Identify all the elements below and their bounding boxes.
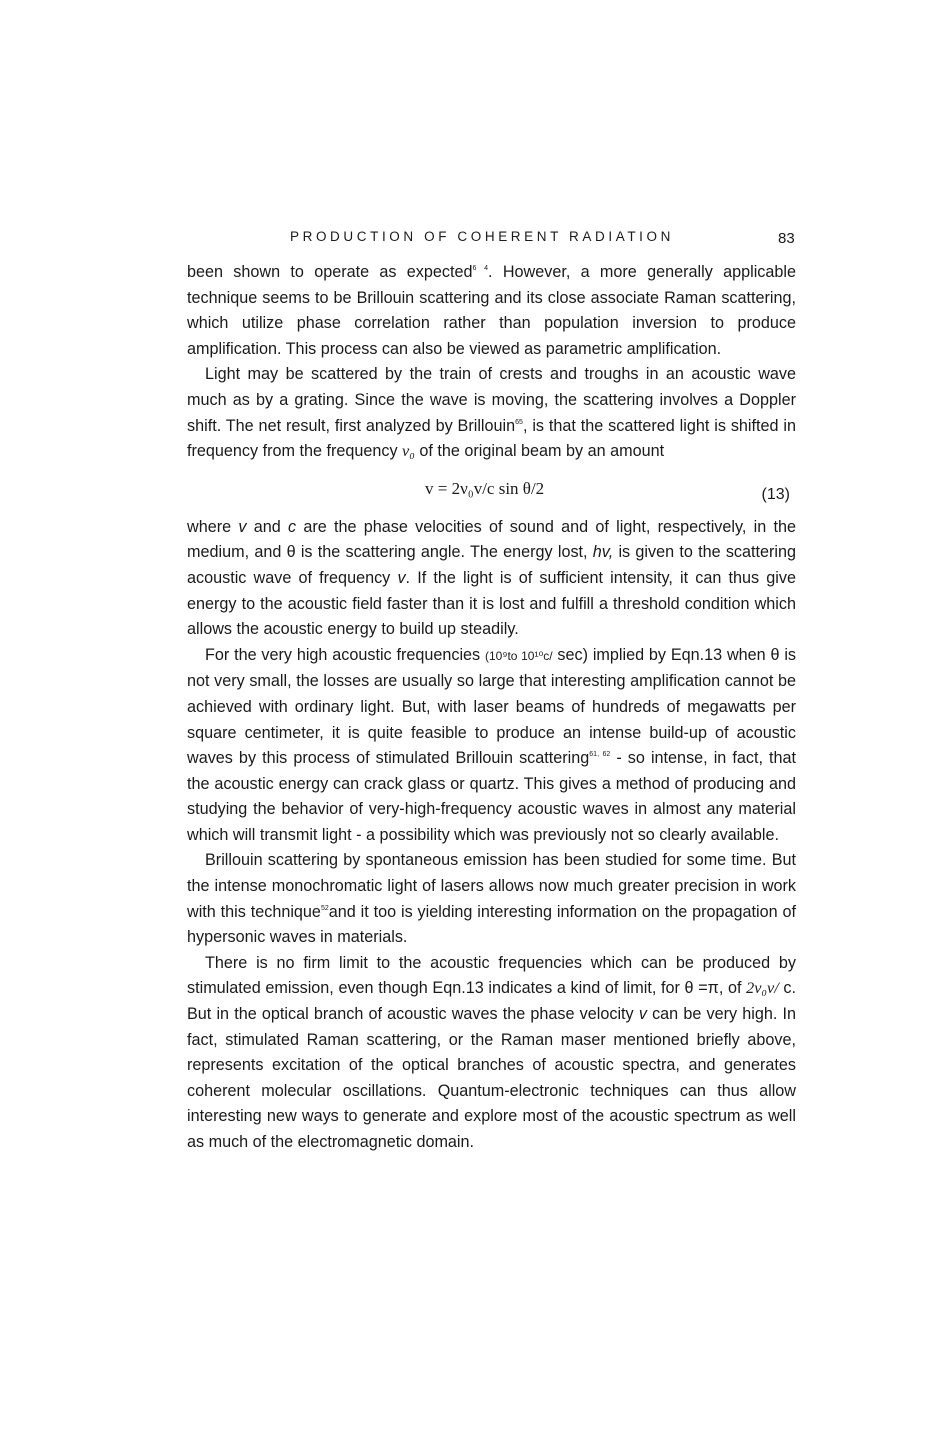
paragraph-3 bbox=[187, 515, 796, 643]
paragraph-2 bbox=[187, 362, 796, 464]
paragraph-5-text-a: Brillouin scattering by spontaneous emission has been studied for some time. But the intense monochromatic light of lasers allows now much greater precision in work with this technique bbox=[187, 851, 796, 921]
paragraph-3-text-e: is given to the scattering acoustic wave of frequency bbox=[187, 543, 796, 587]
paragraph-3-text-d: are the phase velocities of sound and of light, respectively, in the medium, and θ is the scattering angle. The energy lost, bbox=[187, 517, 796, 562]
symbol-v-3: v bbox=[638, 1005, 647, 1024]
paragraph-4-text-a: For the very high acoustic frequencies bbox=[205, 645, 485, 664]
paragraph-3-text-f: . If the light is of sufficient intensity, it can thus give energy to the acoustic field faster than it is lost and fulfill a threshold condition which allows the acoustic energy to build up steadily. bbox=[187, 568, 796, 639]
paragraph-1-text-a: been shown to operate as expected bbox=[187, 263, 473, 281]
paragraph-6-text-b: c. But in the optical branch of acoustic waves the phase velocity bbox=[187, 979, 796, 1024]
body-text bbox=[187, 260, 796, 1156]
paragraph-1-text-b: . However, a more generally applicable technique seems to be Brillouin scattering and its close associate Raman scattering, which utilize phase correlation rather than population inversion to produce amplification. This process can also be viewed as parametric amplification. bbox=[187, 263, 796, 358]
equation-13 bbox=[187, 465, 796, 515]
equation-expression: v = 2ν₀v/c sin θ/2 bbox=[425, 478, 545, 498]
paragraph-5-text-b: and it too is yielding interesting information on the propagation of hypersonic waves in materials. bbox=[187, 902, 796, 947]
paragraph-6-text-a: There is no firm limit to the acoustic frequencies which can be produced by stimulated emission, even though Eqn.13 indicates a kind of limit, for θ =π, of bbox=[187, 953, 796, 998]
symbol-nu0: ν₀ bbox=[402, 442, 415, 461]
paragraph-4-text-c: - so intense, in fact, that the acoustic energy can crack glass or quartz. This gives a method of producing and studying the behavior of very-high-frequency acoustic waves in almost any material which will transmit light - a possibility which was previously not so clearly available. bbox=[187, 749, 797, 844]
paragraph-2-text-c: of the original beam by an amount bbox=[414, 442, 665, 461]
paragraph-2-text-b: , is that the scattered light is shifted in frequency from the frequency bbox=[187, 416, 796, 461]
running-title: PRODUCTION OF COHERENT RADIATION bbox=[290, 229, 674, 244]
citation-64: 6 4 bbox=[472, 265, 489, 272]
citation-52: 52 bbox=[320, 904, 329, 912]
symbol-hv: hv, bbox=[592, 543, 614, 562]
frequency-range: (10⁹to 10¹⁰c/ bbox=[484, 648, 553, 663]
paragraph-5 bbox=[187, 848, 796, 950]
paragraph-1 bbox=[187, 260, 796, 362]
symbol-v: v bbox=[238, 517, 247, 536]
paragraph-6-text-c: can be very high. In fact, stimulated Raman scattering, or the Raman maser mentioned briefly above, represents excitation of the optical branches of acoustic spectra, and generates coherent molecular oscillations. Quantum-electronic techniques can thus allow interesting new ways to generate and explore most of the acoustic spectrum as well as much of the electromagnetic domain. bbox=[187, 1005, 796, 1151]
paragraph-4-text-b: sec) implied by Eqn.13 when θ is not very small, the losses are usually so large that interesting amplification cannot be achieved with ordinary light. But, with laser beams of hundreds of megawatts per square centimeter, it is quite feasible to produce an intense build-up of acoustic waves by this process of stimulated Brillouin scattering bbox=[187, 645, 797, 768]
symbol-c: c bbox=[288, 517, 297, 536]
paragraph-3-text-b: and bbox=[246, 517, 288, 536]
inline-expression: 2ν₀v/ bbox=[746, 979, 779, 998]
paragraph-2-text-a: Light may be scattered by the train of crests and troughs in an acoustic wave much as by a grating. Since the wave is moving, the scattering involves a Doppler shift. The net result, first analyzed by Brillouin bbox=[187, 365, 796, 435]
citation-61-62: 61, 62 bbox=[589, 751, 611, 759]
page-number: 83 bbox=[778, 230, 795, 247]
equation-number: (13) bbox=[761, 485, 790, 503]
symbol-v-2: v bbox=[397, 568, 406, 587]
citation-65: 65 bbox=[515, 418, 523, 426]
paragraph-3-text-a: where bbox=[187, 517, 239, 536]
paragraph-6 bbox=[187, 951, 796, 1156]
paragraph-4 bbox=[187, 643, 796, 849]
